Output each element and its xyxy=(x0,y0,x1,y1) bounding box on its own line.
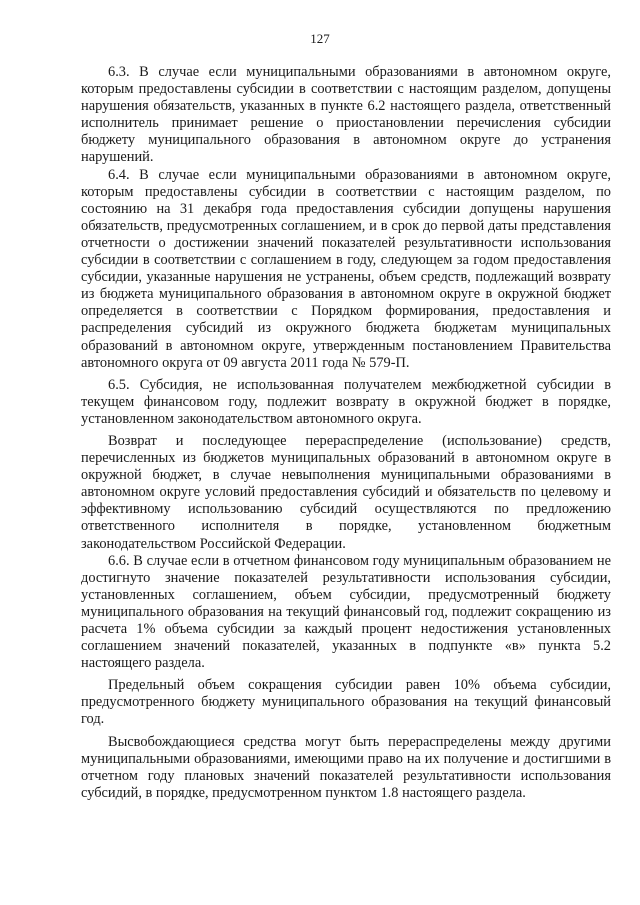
paragraph-6-5: 6.5. Субсидия, не использованная получателем межбюджетной субсидии в текущем финансовом году, подлежит возврату в окружной бюджет в порядке, установленном законодательством автономного округа. xyxy=(81,376,611,427)
document-body xyxy=(81,64,611,802)
paragraph-refund-redistribution: Возврат и последующее перераспределение (использование) средств, перечисленных из бюджетов муниципальных образований в автономном округе в окружной бюджет, в случае невыполнения муниципальными образованиями в автономном округе условий предоставления субсидий и обязательств по целевому и эффективному использованию субсидий осуществляются по предложению ответственного исполнителя в порядке, установленном бюджетным законодательством Российской Федерации. xyxy=(81,432,611,552)
page-number: 127 xyxy=(310,31,330,46)
paragraph-6-4: 6.4. В случае если муниципальными образованиями в автономном округе, которым предоставлены субсидии в соответствии с настоящим разделом, по состоянию на 31 декабря года предоставления субсидии допущены нарушения обязательств, предусмотренных соглашением, и в срок до первой даты представления отчетности о достижении значений показателей результативности использования субсидии в соответствии с соглашением в году, следующем за годом предоставления субсидии, указанные нарушения не устранены, объем средств, подлежащий возврату из бюджета муниципального образования в автономном округе в окружной бюджет определяется в соответствии с Порядком формирования, предоставления и распределения субсидий из окружного бюджета бюджетам муниципальных образований в автономном округе, утвержденным постановлением Правительства автономного округа от 09 августа 2011 года № 579-П. xyxy=(81,166,611,371)
paragraph-6-6: 6.6. В случае если в отчетном финансовом году муниципальным образованием не достигнуто значение показателей результативности использования субсидии, установленных соглашением, объем субсидии, предусмотренный бюджету муниципального образования на текущий финансовый год, подлежит сокращению из расчета 1% объема субсидии за каждый процент недостижения установленных соглашением значений показателей, указанных в подпункте «в» пункта 5.2 настоящего раздела. xyxy=(81,552,611,672)
paragraph-6-3: 6.3. В случае если муниципальными образованиями в автономном округе, которым предоставлены субсидии в соответствии с настоящим разделом, допущены нарушения обязательств, указанных в пункте 6.2 настоящего раздела, ответственный исполнитель принимает решение о приостановлении перечисления субсидии бюджету муниципального образования в автономном округе до устранения нарушений. xyxy=(81,64,611,166)
paragraph-released-funds: Высвобождающиеся средства могут быть перераспределены между другими муниципальными образованиями, имеющими право на их получение и достигшими в отчетном году плановых значений показателей результативности использования субсидий, в порядке, предусмотренном пунктом 1.8 настоящего раздела. xyxy=(81,733,611,801)
paragraph-reduction-limit: Предельный объем сокращения субсидии равен 10% объема субсидии, предусмотренного бюджету муниципального образования на текущий финансовый год. xyxy=(81,677,611,728)
